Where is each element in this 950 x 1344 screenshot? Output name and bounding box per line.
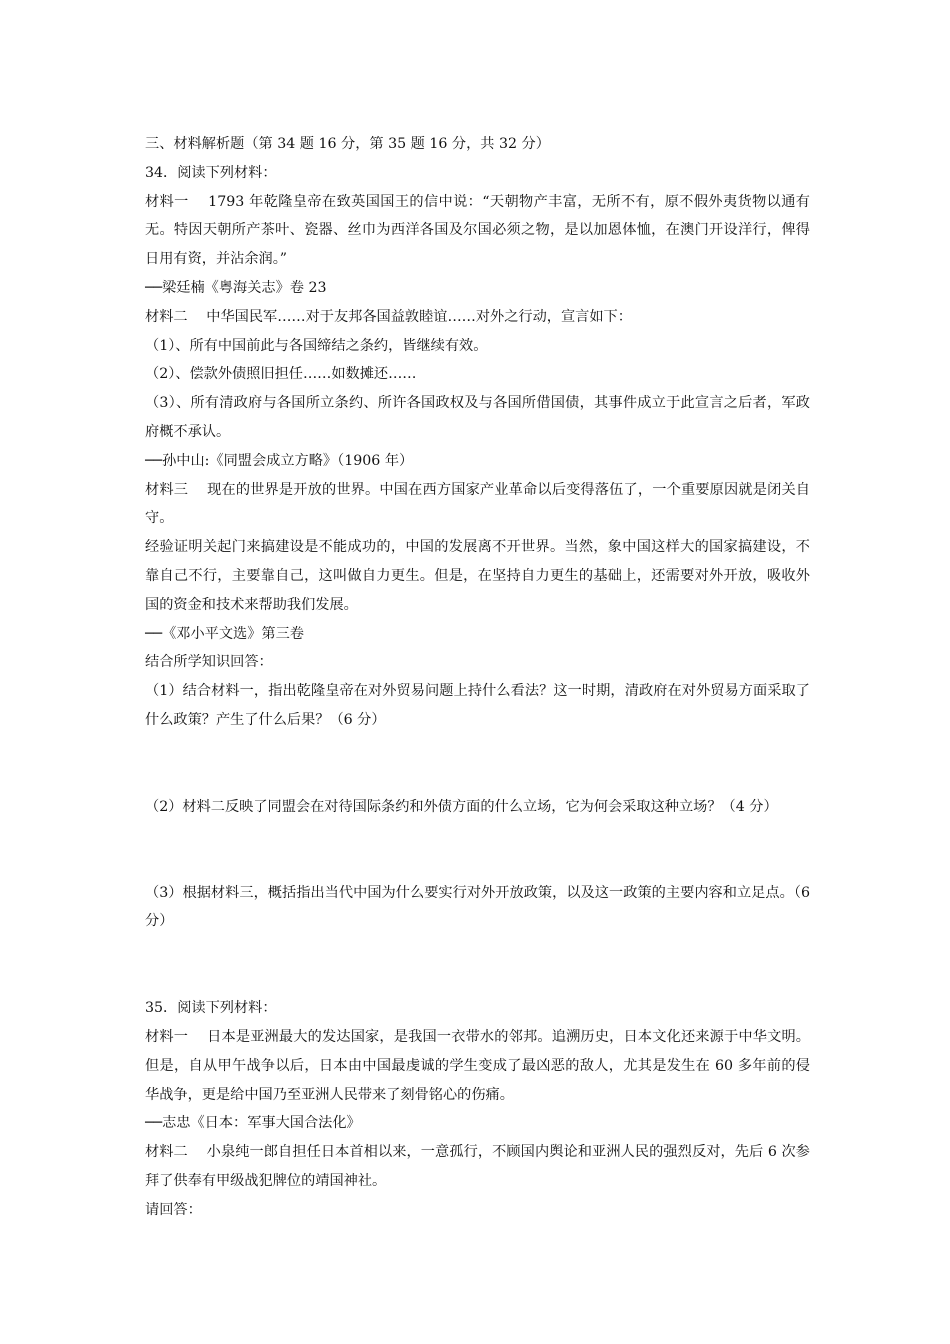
q35-prompt: 35．阅读下列材料： xyxy=(145,1000,277,1017)
q34-question1: （1）结合材料一，指出乾隆皇帝在对外贸易问题上持什么看法？这一时期，清政府在对外贸易方面采取了什么政策？产生了什么后果？（6 分） xyxy=(145,683,810,728)
exam-page xyxy=(145,130,810,1225)
q34-material2-item3: （3）、所有清政府与各国所立条约、所许各国政权及与各国所借国债，其事件成立于此宣言之后者，军政府概不承认。 xyxy=(145,395,810,440)
q34-material3-text2: 经验证明关起门来搞建设是不能成功的，中国的发展离不开世界。当然，象中国这样大的国家搞建设，不靠自己不行，主要靠自己，这叫做自力更生。但是，在坚持自力更生的基础上，还需要对外开放，吸收外国的资金和技术来帮助我们发展。 xyxy=(145,539,810,613)
q34-material2-item2: （2）、偿款外债照旧担任……如数摊还…… xyxy=(145,366,417,383)
q34-material2-intro: 材料二 中华国民军……对于友邦各国益敦睦谊……对外之行动，宣言如下： xyxy=(145,308,632,325)
q34-material2-source: ──孙中山:《同盟会成立方略》（1906 年） xyxy=(145,452,414,469)
answer-space-q3 xyxy=(145,936,810,994)
answer-space-q1 xyxy=(145,735,810,793)
q34-material2-item1: （1）、所有中国前此与各国缔结之条约，皆继续有效。 xyxy=(145,337,488,354)
q34-answer-prompt: 结合所学知识回答： xyxy=(145,654,273,671)
q34-prompt: 34．阅读下列材料： xyxy=(145,164,277,181)
q34-material3-source: ──《邓小平文选》第三卷 xyxy=(145,625,304,642)
q34-material1-text: 材料一 1793 年乾隆皇帝在致英国国王的信中说：“天朝物产丰富，无所不有，原不假外夷货物以通有无。特因天朝所产茶叶、瓷器、丝巾为西洋各国及尔国必须之物，是以加恩体恤，在澳门开设洋行，俾得日用有资，并沾余润。” xyxy=(145,193,810,268)
q35-answer-prompt: 请回答： xyxy=(145,1201,202,1218)
section-heading: 三、材料解析题（第 34 题 16 分，第 35 题 16 分，共 32 分） xyxy=(145,136,550,152)
q34-material1-source: ──梁廷楠《粤海关志》卷 23 xyxy=(145,279,327,296)
answer-space-q2 xyxy=(145,822,810,879)
q34-question3: （3）根据材料三，概括指出当代中国为什么要实行对外开放政策，以及这一政策的主要内容和立足点。（6 分） xyxy=(145,884,810,930)
q35-material1-source: ──志忠《日本：军事大国合法化》 xyxy=(145,1115,361,1132)
q35-material1-text: 材料一 日本是亚洲最大的发达国家，是我国一衣带水的邻邦。追溯历史，日本文化还来源于中华文明。但是，自从甲午战争以后，日本由中国最虔诚的学生变成了最凶恶的敌人，尤其是发生在 60 多年前的侵华战争，更是给中国乃至亚洲人民带来了刻骨铭心的伤痛。 xyxy=(145,1028,810,1103)
q35-material2-text: 材料二 小泉纯一郎自担任日本首相以来，一意孤行，不顾国内舆论和亚洲人民的强烈反对，先后 6 次参拜了供奉有甲级战犯牌位的靖国神社。 xyxy=(145,1144,810,1189)
q34-question2: （2）材料二反映了同盟会在对待国际条约和外债方面的什么立场，它为何会采取这种立场？（4 分） xyxy=(145,798,778,815)
q34-material3-text: 材料三 现在的世界是开放的世界。中国在西方国家产业革命以后变得落伍了，一个重要原因就是闭关自守。 xyxy=(145,481,810,527)
